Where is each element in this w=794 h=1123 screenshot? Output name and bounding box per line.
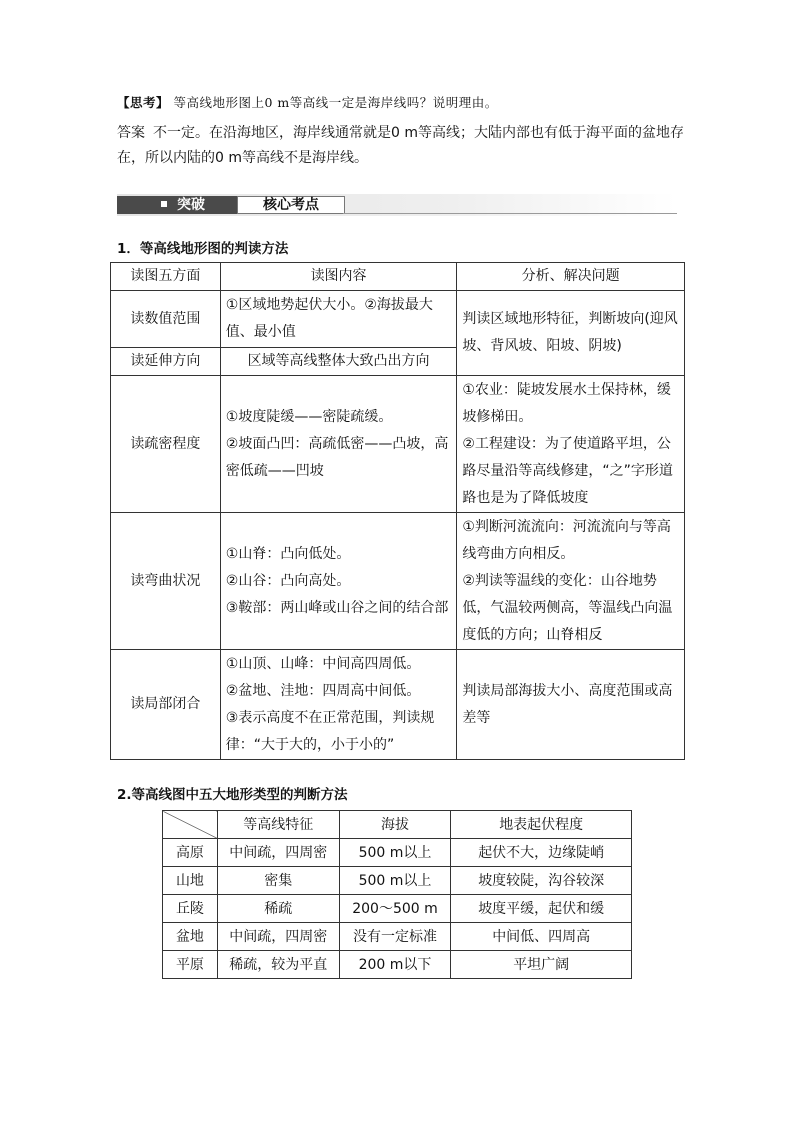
elevation: 没有一定标准: [339, 923, 451, 951]
content-line: ①坡度陡缓——密陡疏缓。: [225, 408, 393, 425]
contour-feature: 稀疏: [217, 895, 339, 923]
relief: 坡度平缓，起伏和缓: [451, 895, 632, 923]
square-bullet-icon: [161, 201, 167, 207]
answer-text: 不一定。在沿海地区，海岸线通常就是0 m等高线；大陆内部也有低于海平面的盆地存在，所以内陆的0 m等高线不是海岸线。: [117, 125, 684, 166]
content-line: ②山谷：凸向高处。: [225, 572, 351, 589]
table-row: [163, 951, 632, 979]
table-row: [111, 513, 685, 650]
content-cell: [220, 513, 457, 650]
aspect-cell: 读弯曲状况: [111, 513, 221, 650]
answer-paragraph: [117, 121, 687, 171]
elevation: 200～500 m: [339, 895, 451, 923]
analysis-line: ①农业：陡坡发展水土保持林，缓坡修梯田。: [462, 381, 671, 425]
landform-name: 山地: [163, 867, 218, 895]
table-row: [163, 867, 632, 895]
landform-table: [162, 810, 632, 979]
banner-right-block: [237, 196, 345, 214]
contour-feature: 中间疏，四周密: [217, 923, 339, 951]
relief: 平坦广阔: [451, 951, 632, 979]
header-cell: 分析、解决问题: [457, 263, 685, 291]
table-row: [163, 839, 632, 867]
content-cell: 区域等高线整体大致凸出方向: [220, 348, 457, 376]
content-cell: [220, 650, 457, 760]
analysis-line: ②工程建设：为了使道路平坦，公路尽量沿等高线修建，“之”字形道路也是为了降低坡度: [462, 435, 673, 506]
relief: 起伏不大，边缘陡峭: [451, 839, 632, 867]
contour-feature: 密集: [217, 867, 339, 895]
aspect-cell: 读数值范围: [111, 291, 221, 348]
analysis-line: ②判读等温线的变化：山谷地势低，气温较两侧高，等温线凸向温度低的方向；山脊相反: [462, 572, 673, 643]
diagonal-header-cell: [163, 811, 218, 839]
table-row: [111, 376, 685, 513]
landform-name: 平原: [163, 951, 218, 979]
analysis-cell: [457, 513, 685, 650]
header-cell: 地表起伏程度: [451, 811, 632, 839]
content-line: ③表示高度不在正常范围，判读规律：“大于大的，小于小的”: [225, 709, 435, 753]
header-cell: 海拔: [339, 811, 451, 839]
elevation: 500 m以上: [339, 867, 451, 895]
analysis-line: ①判断河流流向：河流流向与等高线弯曲方向相反。: [462, 518, 671, 562]
table-row: [111, 291, 685, 348]
contour-feature: 中间疏，四周密: [217, 839, 339, 867]
aspect-cell: 读疏密程度: [111, 376, 221, 513]
content-line: ②盆地、洼地：四周高中间低。: [225, 682, 421, 699]
table-row: [111, 650, 685, 760]
elevation: 200 m以下: [339, 951, 451, 979]
header-cell: 读图内容: [220, 263, 457, 291]
banner-left-text: 突破: [177, 197, 205, 213]
table-row: [163, 895, 632, 923]
contour-feature: 稀疏，较为平直: [217, 951, 339, 979]
think-question-text: 等高线地形图上0 m等高线一定是海岸线吗？说明理由。: [173, 95, 498, 110]
banner-right-text: 核心考点: [263, 197, 319, 213]
think-label: 【思考】: [117, 95, 170, 110]
think-question: [117, 93, 498, 111]
content-cell: ①区域地势起伏大小。②海拔最大值、最小值: [220, 291, 457, 348]
elevation: 500 m以上: [339, 839, 451, 867]
analysis-cell: 判读区域地形特征，判断坡向(迎风坡、背风坡、阳坡、阴坡): [457, 291, 685, 376]
content-line: ①山顶、山峰：中间高四周低。: [225, 655, 421, 672]
section1-title: 1．等高线地形图的判读方法: [117, 241, 289, 257]
section2-title: 2.等高线图中五大地形类型的判断方法: [117, 787, 348, 803]
answer-label: 答案: [117, 125, 145, 141]
contour-reading-table: [110, 262, 685, 760]
table-header-row: [163, 811, 632, 839]
table-row: [163, 923, 632, 951]
banner-underline: [343, 213, 677, 214]
content-line: ③鞍部：两山峰或山谷之间的结合部: [225, 599, 449, 616]
analysis-cell: 判读局部海拔大小、高度范围或高差等: [457, 650, 685, 760]
content-line: ②坡面凸凹：高疏低密——凸坡，高密低疏——凹坡: [225, 435, 449, 479]
aspect-cell: 读延伸方向: [111, 348, 221, 376]
landform-name: 丘陵: [163, 895, 218, 923]
banner-left-block: [117, 196, 237, 214]
relief: 中间低、四周高: [451, 923, 632, 951]
aspect-cell: 读局部闭合: [111, 650, 221, 760]
table-header-row: [111, 263, 685, 291]
landform-name: 盆地: [163, 923, 218, 951]
relief: 坡度较陡，沟谷较深: [451, 867, 632, 895]
landform-name: 高原: [163, 839, 218, 867]
content-line: ①山脊：凸向低处。: [225, 545, 351, 562]
header-cell: 读图五方面: [111, 263, 221, 291]
section-banner: [117, 194, 677, 216]
content-cell: [220, 376, 457, 513]
analysis-cell: [457, 376, 685, 513]
header-cell: 等高线特征: [217, 811, 339, 839]
